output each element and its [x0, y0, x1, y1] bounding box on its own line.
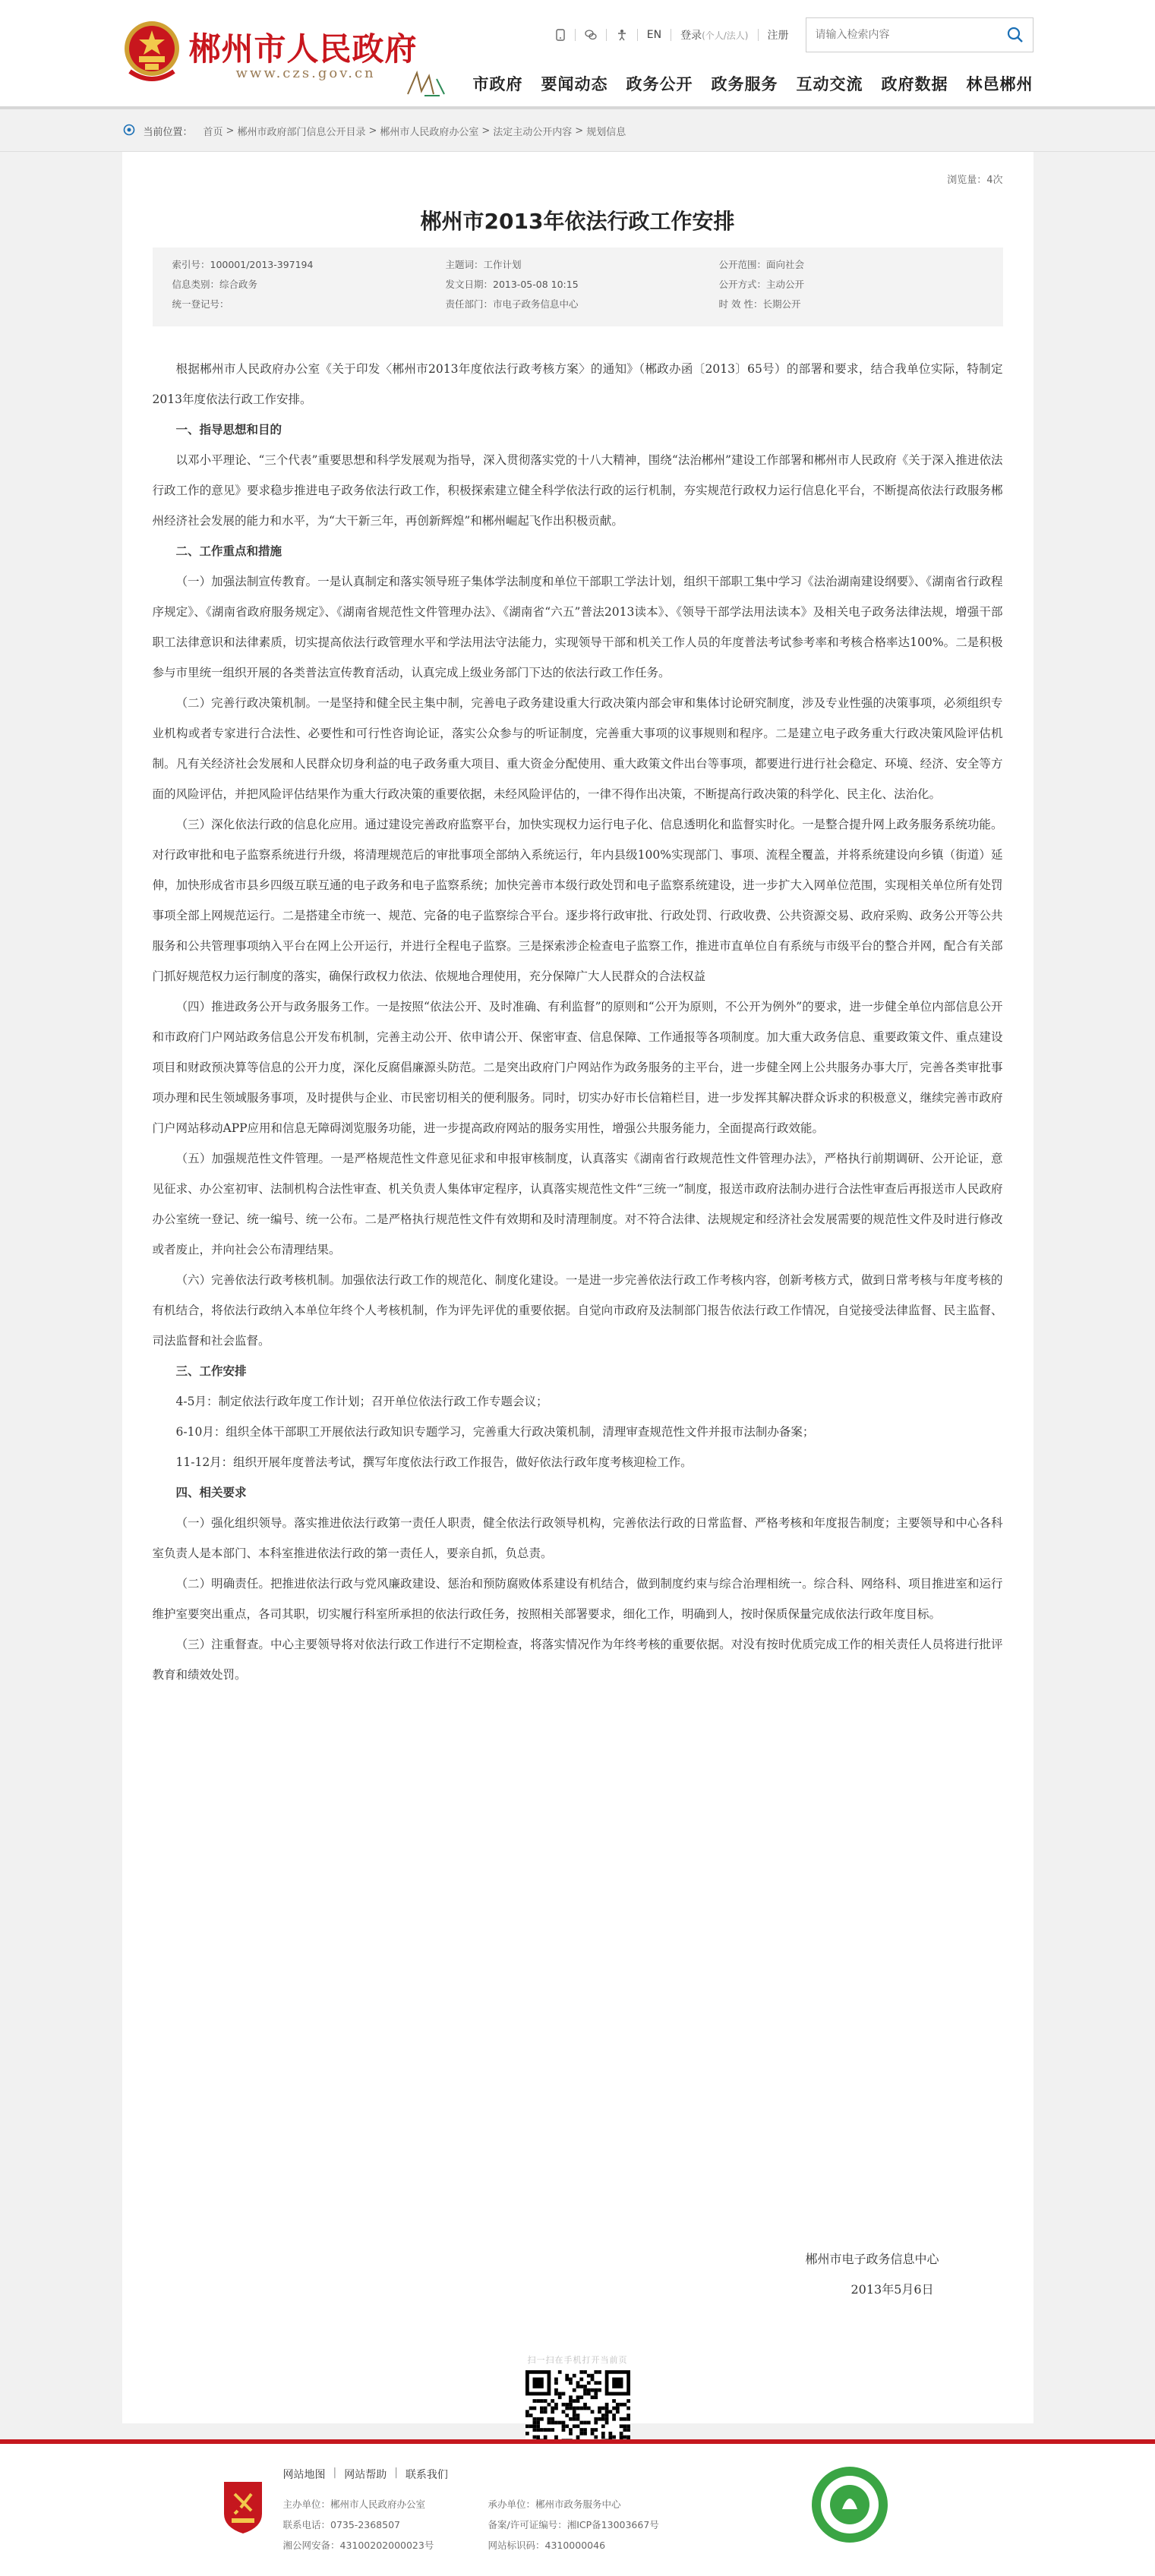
nav-item-interaction[interactable]: 互动交流 — [796, 75, 863, 93]
signature-org: 郴州市电子政务信息中心 — [805, 2252, 939, 2266]
site-name: 郴州市人民政府 — [188, 30, 418, 68]
section-heading: 三、工作安排 — [175, 1364, 247, 1378]
search-box — [806, 17, 1034, 52]
breadcrumb-separator: > — [368, 125, 377, 137]
footer-link-help[interactable]: 网站帮助 — [344, 2469, 387, 2481]
footer-info — [283, 2494, 769, 2556]
header-inner — [122, 0, 1034, 106]
footer-info-row — [283, 2494, 769, 2515]
meta-publish-date: 发文日期：2013-05-08 10:15 — [445, 279, 579, 290]
site-logo[interactable] — [122, 18, 441, 87]
qr-label: 扫一扫在手机打开当前页 — [527, 2355, 628, 2365]
nav-item-services[interactable]: 政务服务 — [711, 75, 778, 93]
article-meta — [153, 248, 1003, 326]
nav-item-open-government[interactable]: 政务公开 — [626, 75, 693, 93]
divider — [575, 29, 576, 41]
breadcrumb-home[interactable]: 首页 — [203, 126, 223, 138]
nav-item-city-government[interactable]: 市政府 — [472, 75, 523, 93]
login-note: (个人/法人) — [702, 30, 749, 41]
paragraph: （二）完善行政决策机制。一是坚持和健全民主集中制，完善电子政务建设重大行政决策内部会审和集体讨论研究制度，涉及专业性强的决策事项，必须组织专业机构或者专家进行合法性、必要性和可行性咨询论证，落实公众参与的听证制度，完善重大事项的议事规则和程序。二是建立电子政务重大行政决策风险评估机制。凡有关经济社会发展和人民群众切身利益的电子政务重大项目、重大资金分配使用、重大政策文件出台等事项，都要进行进行社会稳定、环境、经济、安全等方面的风险评估，并把风险评估结果作为重大行政决策的重要依据，未经风险评估的，一律不得作出决策，不断提高行政决策的科学化、民主化、法治化。 — [152, 696, 1003, 801]
signature — [806, 2244, 1003, 2305]
footer-link-divider: | — [394, 2467, 398, 2479]
nav-item-data[interactable]: 政府数据 — [881, 75, 948, 93]
meta-grid — [172, 258, 983, 311]
meta-scope: 公开范围：面向社会 — [718, 259, 805, 270]
location-pin-icon — [122, 124, 136, 137]
footer-info-row — [283, 2515, 769, 2535]
paragraph: （三）深化依法行政的信息化应用。通过建设完善政府监察平台，加快实现权力运行电子化、信息透明化和监督实时化。一是整合提升网上政务服务系统功能。对行政审批和电子监察系统进行升级，将清理规范后的审批事项全部纳入系统运行，年内县级100%实现部门、事项、流程全覆盖，并将系统建设向乡镇（街道）延伸，加快形成省市县乡四级互联互通的电子政务和电子监察系统；加快完善市本级行政处罚和电子监察系统建设，进一步扩大入网单位范围，实现相关单位所有处罚事项全部上网规范运行。二是搭建全市统一、规范、完备的电子监察综合平台。逐步将行政审批、行政处罚、行政收费、公共资源交易、政府采购、政务公开等公共服务和公共管理事项纳入平台在网上公开运行，并进行全程电子监察。三是探索涉企检查电子监察工作，推进市直单位自有系统与市级平台的整合并网，配合有关部门抓好规范权力运行制度的落实，确保行政权力依法、依规地合理使用，充分保障广大人民群众的合法权益 — [152, 818, 1003, 983]
meta-category: 主题词：工作计划 — [445, 259, 522, 270]
meta-index-no: 索引号：100001/2013-397194 — [172, 259, 314, 270]
breadcrumb-separator: > — [226, 125, 235, 137]
paragraph: 根据郴州市人民政府办公室《关于印发〈郴州市2013年度依法行政考核方案〉的通知》（郴政办函〔2013〕65号）的部署和要求，结合我单位实际，特制定2013年度依法行政工作安排。 — [152, 362, 1003, 406]
footer-link-sitemap[interactable]: 网站地图 — [282, 2469, 326, 2481]
footer-host: 主办单位：郴州市人民政府办公室 — [282, 2499, 426, 2510]
nav-item-news[interactable]: 要闻动态 — [541, 75, 608, 93]
signature-date: 2013年5月6日 — [850, 2282, 934, 2297]
footer-site-code: 网站标识码：4310000046 — [488, 2540, 606, 2551]
section-heading: 四、相关要求 — [175, 1486, 247, 1499]
party-emblem-icon[interactable] — [221, 2477, 265, 2535]
site-header — [0, 0, 1155, 106]
footer-police[interactable]: 湘公网安备：43100202000023号 — [282, 2540, 434, 2551]
main-nav — [403, 65, 1034, 102]
paragraph: 6-10月：组织全体干部职工开展依法行政知识专题学习，完善重大行政决策机制，清理审查规范性文件并报市法制办备案； — [175, 1425, 815, 1439]
article-container — [122, 152, 1034, 2423]
breadcrumb-office[interactable]: 郴州市人民政府办公室 — [380, 126, 479, 138]
gov-website-seal-icon[interactable] — [810, 2465, 889, 2544]
footer-link-divider: | — [333, 2467, 337, 2479]
paragraph: （二）明确责任。把推进依法行政与党风廉政建设、惩治和预防腐败体系建设有机结合，做到制度约束与综合治理相统一。综合科、网络科、项目推进室和运行维护室要突出重点，各司其职，切实履行科室所承担的依法行政任务，按照相关部署要求，细化工作，明确到人，按时保质保量完成依法行政年度目标。 — [152, 1577, 1003, 1621]
view-count: 浏览量：4次 — [947, 175, 1003, 186]
nav-item-linyi-chenzhou[interactable]: 林邑郴州 — [966, 75, 1034, 93]
footer-link-contact[interactable]: 联系我们 — [405, 2469, 448, 2481]
english-link[interactable]: EN — [646, 29, 662, 41]
paragraph: （六）完善依法行政考核机制。加强依法行政工作的规范化、制度化建设。一是进一步完善依法行政工作考核内容，创新考核方式，做到日常考核与年度考核的有机结合，将依法行政纳入本单位年终个人考核机制，作为评先评优的重要依据。自觉向市政府及法制部门报告依法行政工作情况，自觉接受法律监督、民主监督、司法监督和社会监督。 — [152, 1273, 1003, 1348]
search-input[interactable] — [806, 18, 998, 52]
register-link[interactable]: 注册 — [767, 30, 789, 42]
paragraph: 以邓小平理论、“三个代表”重要思想和科学发展观为指导，深入贯彻落实党的十八大精神，围绕“法治郴州”建设工作部署和郴州市人民政府《关于深入推进依法行政工作的意见》要求稳步推进电子政务依法行政工作，积极探索建立健全科学依法行政的运行机制，夯实规范行政权力运行信息化平台，不断提高依法行政服务郴州经济社会发展的能力和水平，为“大干新三年，再创新辉煌”和郴州崛起飞作出积极贡献。 — [152, 453, 1003, 528]
login-label: 登录 — [680, 30, 702, 42]
breadcrumb-directory[interactable]: 郴州市政府部门信息公开目录 — [237, 126, 366, 138]
site-footer — [0, 2444, 1155, 2576]
breadcrumb-separator: > — [575, 125, 584, 137]
article-body — [153, 354, 1003, 1690]
breadcrumb-bar — [0, 109, 1155, 152]
paragraph: 11-12月：组织开展年度普法考试，撰写年度依法行政工作报告，做好依法行政年度考核迎检工作。 — [175, 1455, 693, 1469]
meta-classification: 信息类别：综合政务 — [172, 279, 258, 290]
meta-department: 责任部门：市电子政务信息中心 — [445, 298, 579, 310]
paragraph: 4-5月：制定依法行政年度工作计划；召开单位依法行政工作专题会议； — [175, 1395, 548, 1408]
footer-inner — [122, 2444, 1034, 2576]
meta-validity: 时 效 性：长期公开 — [718, 298, 801, 310]
wechat-icon[interactable] — [585, 29, 597, 41]
divider — [637, 29, 638, 41]
accessibility-link[interactable] — [616, 29, 628, 41]
footer-organizer: 承办单位：郴州市政务服务中心 — [488, 2499, 621, 2510]
breadcrumb-separator: > — [481, 125, 491, 137]
paragraph: （四）推进政务公开与政务服务工作。一是按照“依法公开、及时准确、有利监督”的原则和“公开为原则，不公开为例外”的要求，进一步健全单位内部信息公开和市政府门户网站政务信息公开发布机制，完善主动公开、依申请公开、保密审查、信息保障、工作通报等各项制度。加大重大政务信息、重要政策文件、重点建设项目和财政预决算等信息的公开力度，深化反腐倡廉源头防范。二是突出政府门户网站作为政务服务的主平台，进一步健全网上公共服务办事大厅，完善各类审批事项办理和民生领域服务事项，及时提供与企业、市民密切相关的便利服务。同时，切实办好市长信箱栏目，进一步发挥其解决群众诉求的积极意义，继续完善市政府门户网站移动APP应用和信息无障碍浏览服务功能，进一步提高政府网站的服务实用性，增强公共服务能力，全面提高行政效能。 — [152, 1000, 1003, 1135]
breadcrumb-label: 当前位置： — [143, 126, 193, 138]
footer-info-row — [283, 2535, 769, 2556]
footer-phone: 联系电话：0735-2368507 — [282, 2519, 400, 2530]
meta-public-method: 公开方式：主动公开 — [718, 279, 805, 290]
login-link[interactable] — [680, 27, 748, 43]
paragraph: （一）加强法制宣传教育。一是认真制定和落实领导班子集体学法制度和单位干部职工学法计划，组织干部职工集中学习《法治湖南建设纲要》、《湖南省行政程序规定》、《湖南省政府服务规定》、《湖南省规范性文件管理办法》、《湖南省“六五”普法2013读本》、《领导干部学法用法读本》及相关电子政务法律法规，增强干部职工法律意识和法律素质，切实提高依法行政管理水平和学法用法守法能力，实现领导干部和机关工作人员的年度普法考试参考率和考核合格率达100%。二是积极参与市里统一组织开展的各类普法宣传教育活动，认真完成上级业务部门下达的依法行政工作任务。 — [152, 575, 1003, 679]
article-title: 郴州市2013年依法行政工作安排 — [420, 209, 735, 234]
divider — [606, 29, 607, 41]
section-heading: 一、指导思想和目的 — [175, 423, 282, 437]
footer-links — [283, 2467, 456, 2482]
search-button[interactable] — [998, 18, 1033, 52]
paragraph: （一）强化组织领导。落实推进依法行政第一责任人职责，健全依法行政领导机构，完善依法行政的日常监督、严格考核和年度报告制度；主要领导和中心各科室负责人是本部门、本科室推进依法行政的第一责任人，要亲自抓，负总责。 — [152, 1516, 1003, 1560]
nav-decoration-icon — [403, 68, 449, 99]
section-heading: 二、工作重点和措施 — [175, 544, 282, 558]
mobile-icon[interactable] — [555, 29, 566, 41]
paragraph: （三）注重督查。中心主要领导将对依法行政工作进行不定期检查，将落实情况作为年终考核的重要依据。对没有按时优质完成工作的相关责任人员将进行批评教育和绩效处罚。 — [152, 1638, 1003, 1682]
breadcrumb — [122, 109, 1034, 152]
national-emblem-icon — [122, 18, 181, 84]
accessibility-icon — [616, 29, 628, 41]
meta-register-no: 统一登记号： — [172, 298, 229, 310]
divider — [758, 29, 759, 41]
paragraph: （五）加强规范性文件管理。一是严格规范性文件意见征求和申报审核制度，认真落实《湖南省行政规范性文件管理办法》，严格执行前期调研、公开论证，意见征求、办公室初审、法制机构合法性审查、机关负责人集体审定程序，认真落实规范性文件“三统一”制度，报送市政府法制办进行合法性审查后再报送市人民政府办公室统一登记、统一编号、统一公布。二是严格执行规范性文件有效期和及时清理制度。对不符合法律、法规规定和经济社会发展需要的规范性文件及时进行修改或者废止，并向社会公布清理结果。 — [152, 1152, 1003, 1256]
site-url: www.czs.gov.cn — [235, 65, 376, 81]
breadcrumb-public-content[interactable]: 法定主动公开内容 — [493, 126, 573, 138]
footer-icp[interactable]: 备案/许可证编号：湘ICP备13003667号 — [488, 2519, 659, 2530]
search-icon — [1006, 26, 1024, 44]
header-divider — [0, 106, 1155, 109]
top-links — [549, 17, 1034, 53]
breadcrumb-planning[interactable]: 规划信息 — [586, 126, 626, 138]
